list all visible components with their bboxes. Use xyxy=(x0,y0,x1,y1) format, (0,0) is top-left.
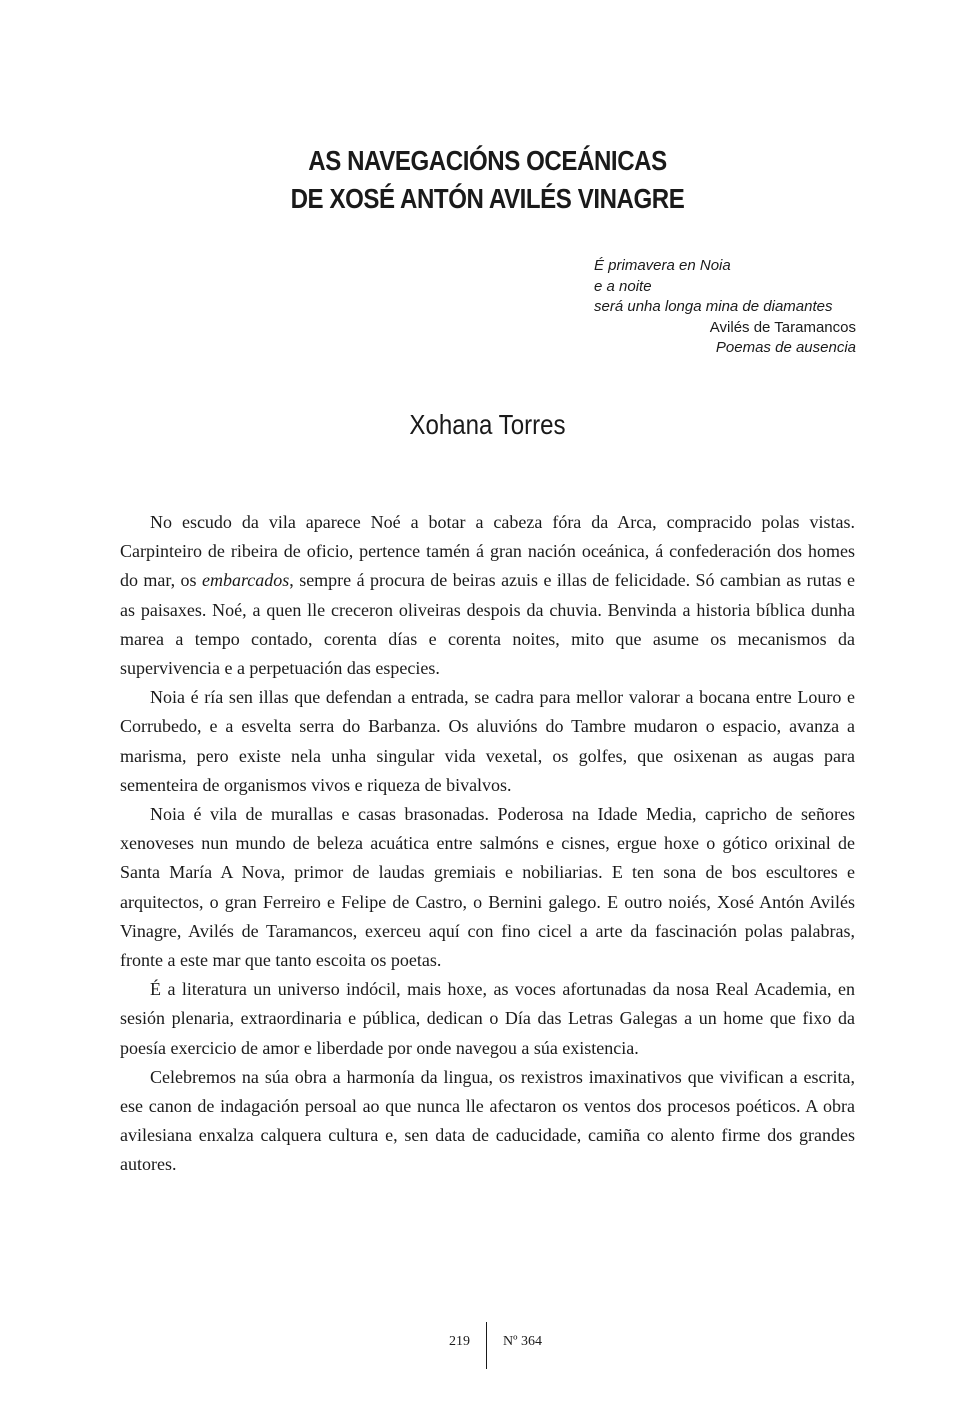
epigraph xyxy=(594,256,856,359)
paragraph-text: No escudo da vila aparece Noé a botar a cabeza fóra da Arca, compracido polas vistas. Carpinteiro de ribeira de oficio, pertence tamén á gran nación oceánica, á confederación dos homes do mar, os xyxy=(120,512,855,591)
epigraph-author: Avilés de Taramancos xyxy=(709,318,856,336)
article-body xyxy=(120,508,855,1180)
emphasis-text: embarcados xyxy=(201,570,290,591)
title-line-1: AS NAVEGACIÓNS OCEÁNICAS xyxy=(308,145,667,176)
epigraph-line: será unha longa mina de diamantes xyxy=(594,298,833,315)
epigraph-line: É primavera en Noia xyxy=(594,257,731,274)
title-line-2: DE XOSÉ ANTÓN AVILÉS VINAGRE xyxy=(290,183,685,214)
page-number: 219 xyxy=(449,1334,470,1349)
page-footer xyxy=(0,1322,975,1370)
paragraph: É a literatura un universo indócil, mais hoxe, as voces afortunadas da nosa Real Academia, en sesión plenaria, extraordinaria e pública, dedican o Día das Letras Galegas a un home que fixo da poesía exercicio de amor e liberdade por onde navegou a súa existencia. xyxy=(120,979,855,1058)
paragraph: Noia é vila de murallas e casas brasonadas. Poderosa na Idade Media, capricho de señores xenoveses nun mundo de beleza acuática entre salmóns e cisnes, ergue hoxe o gótico orixinal de Santa María A Nova, primor de laudas gremiais e nobiliarias. E ten sona de bos escultores e arquitectos, o gran Ferreiro e Felipe de Castro, o Bernini galego. E outro noiés, Xosé Antón Avilés Vinagre, Avilés de Taramancos, exerceu aquí con fino cicel a arte da fascinación polas palabras, fronte a este mar que tanto escoita os poetas. xyxy=(120,804,855,971)
epigraph-work: Poemas de ausencia xyxy=(715,339,856,356)
article-title xyxy=(68,142,907,218)
paragraph xyxy=(120,508,855,683)
paragraph-text: , sempre á procura de beiras azuis e illas de felicidade. Só cambian as rutas e as paisaxes. Noé, a quen lle creceron oliveiras despois da chuvia. Benvinda a historia bíblica dunha marea a tempo contado, corenta días e corenta noites, mito que asume os mecanismos da supervivencia e a perpetuación das especies. xyxy=(120,570,855,679)
issue-number: Nº 364 xyxy=(503,1334,542,1349)
epigraph-line: e a noite xyxy=(594,277,652,295)
paragraph: Noia é ría sen illas que defendan a entrada, se cadra para mellor valorar a bocana entre Louro e Corrubedo, e a esvelta serra do Barbanza. Os aluvións do Tambre mudaron o espacio, avanza a marisma, pero existe nela unha singular vida vexetal, os golfes, que osixenan as augas para sementeira de organismos vivos e riqueza de bivalvos. xyxy=(120,687,855,795)
paragraph: Celebremos na súa obra a harmonía da lingua, os rexistros imaxinativos que vivifican a escrita, ese canon de indagación persoal ao que nunca lle afectaron os ventos dos procesos poéticos. A obra avilesiana enxalza calquera cultura e, sen data de caducidade, camiña co alento firme dos grandes autores. xyxy=(120,1066,855,1175)
article-author: Xohana Torres xyxy=(409,409,566,440)
footer-divider xyxy=(486,1322,487,1369)
